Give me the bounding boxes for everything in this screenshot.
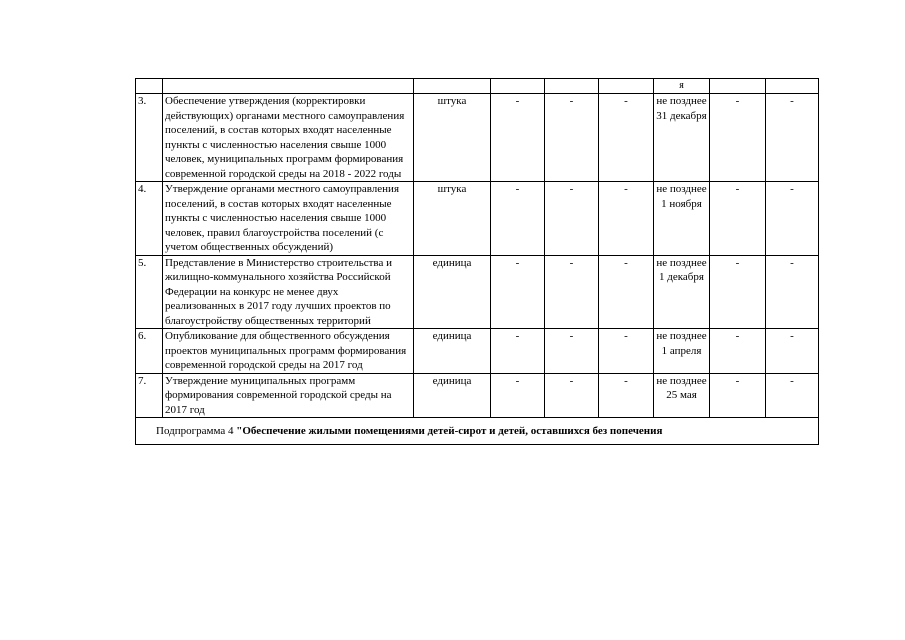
value-cell: - — [599, 329, 654, 374]
subprogram-title: "Обеспечение жилыми помещениями детей-сирот и детей, оставшихся без попечения — [236, 424, 663, 437]
value-cell: - — [545, 329, 599, 374]
row-number: 7. — [136, 373, 163, 418]
row-number: 3. — [136, 94, 163, 182]
value-cell: - — [491, 182, 545, 256]
value-cell: - — [710, 182, 766, 256]
unit-cell: штука — [414, 182, 491, 256]
value-cell: - — [599, 255, 654, 329]
cell-empty — [136, 79, 163, 94]
table-row — [136, 373, 819, 418]
subprogram-heading — [136, 418, 819, 445]
term-cell: не позднее 31 декабря — [654, 94, 710, 182]
cell-empty — [163, 79, 414, 94]
cell-empty — [491, 79, 545, 94]
value-cell: - — [545, 255, 599, 329]
term-cell: не позднее 1 ноября — [654, 182, 710, 256]
value-cell: - — [766, 182, 819, 256]
value-cell: - — [599, 94, 654, 182]
subprogram-row — [136, 418, 819, 445]
table-body — [136, 79, 819, 445]
table-row — [136, 182, 819, 256]
measure-description: Утверждение органами местного самоуправления поселений, в состав которых входят населенные пункты с численностью населения свыше 1000 человек, правил благоустройства поселений (с учетом общественных обсуждений) — [163, 182, 414, 256]
unit-cell: единица — [414, 255, 491, 329]
value-cell: - — [491, 255, 545, 329]
cell-empty — [599, 79, 654, 94]
unit-cell: единица — [414, 373, 491, 418]
table-row — [136, 329, 819, 374]
value-cell: - — [545, 373, 599, 418]
term-cell: не позднее 1 апреля — [654, 329, 710, 374]
unit-cell: единица — [414, 329, 491, 374]
unit-cell: штука — [414, 94, 491, 182]
term-cell: не позднее 25 мая — [654, 373, 710, 418]
value-cell: - — [710, 255, 766, 329]
term-tail-cell: я — [654, 79, 710, 94]
row-number: 6. — [136, 329, 163, 374]
cell-empty — [545, 79, 599, 94]
value-cell: - — [766, 373, 819, 418]
value-cell: - — [545, 94, 599, 182]
value-cell: - — [766, 94, 819, 182]
table-row — [136, 255, 819, 329]
value-cell: - — [491, 373, 545, 418]
measure-description: Опубликование для общественного обсуждения проектов муниципальных программ формирования современной городской среды на 2017 год — [163, 329, 414, 374]
value-cell: - — [766, 329, 819, 374]
term-cell: не позднее 1 декабря — [654, 255, 710, 329]
measure-description: Представление в Министерство строительства и жилищно-коммунального хозяйства Российской Федерации на конкурс не менее двух реализованных в 2017 году лучших проектов по благоустройству общественных территорий — [163, 255, 414, 329]
measure-description: Утверждение муниципальных программ формирования современной городской среды на 2017 год — [163, 373, 414, 418]
subprogram-prefix: Подпрограмма 4 — [156, 424, 237, 437]
cell-empty — [710, 79, 766, 94]
continuation-row — [136, 79, 819, 94]
value-cell: - — [545, 182, 599, 256]
value-cell: - — [710, 94, 766, 182]
cell-empty — [414, 79, 491, 94]
value-cell: - — [599, 373, 654, 418]
value-cell: - — [491, 329, 545, 374]
value-cell: - — [710, 329, 766, 374]
measures-table — [135, 78, 819, 445]
cell-empty — [766, 79, 819, 94]
value-cell: - — [599, 182, 654, 256]
row-number: 4. — [136, 182, 163, 256]
row-number: 5. — [136, 255, 163, 329]
value-cell: - — [491, 94, 545, 182]
value-cell: - — [710, 373, 766, 418]
table-row — [136, 94, 819, 182]
measure-description: Обеспечение утверждения (корректировки действующих) органами местного самоуправления поселений, в состав которых входят населенные пункты с численностью населения свыше 1000 человек, муниципальных программ формирования современной городской среды на 2018 - 2022 годы — [163, 94, 414, 182]
value-cell: - — [766, 255, 819, 329]
